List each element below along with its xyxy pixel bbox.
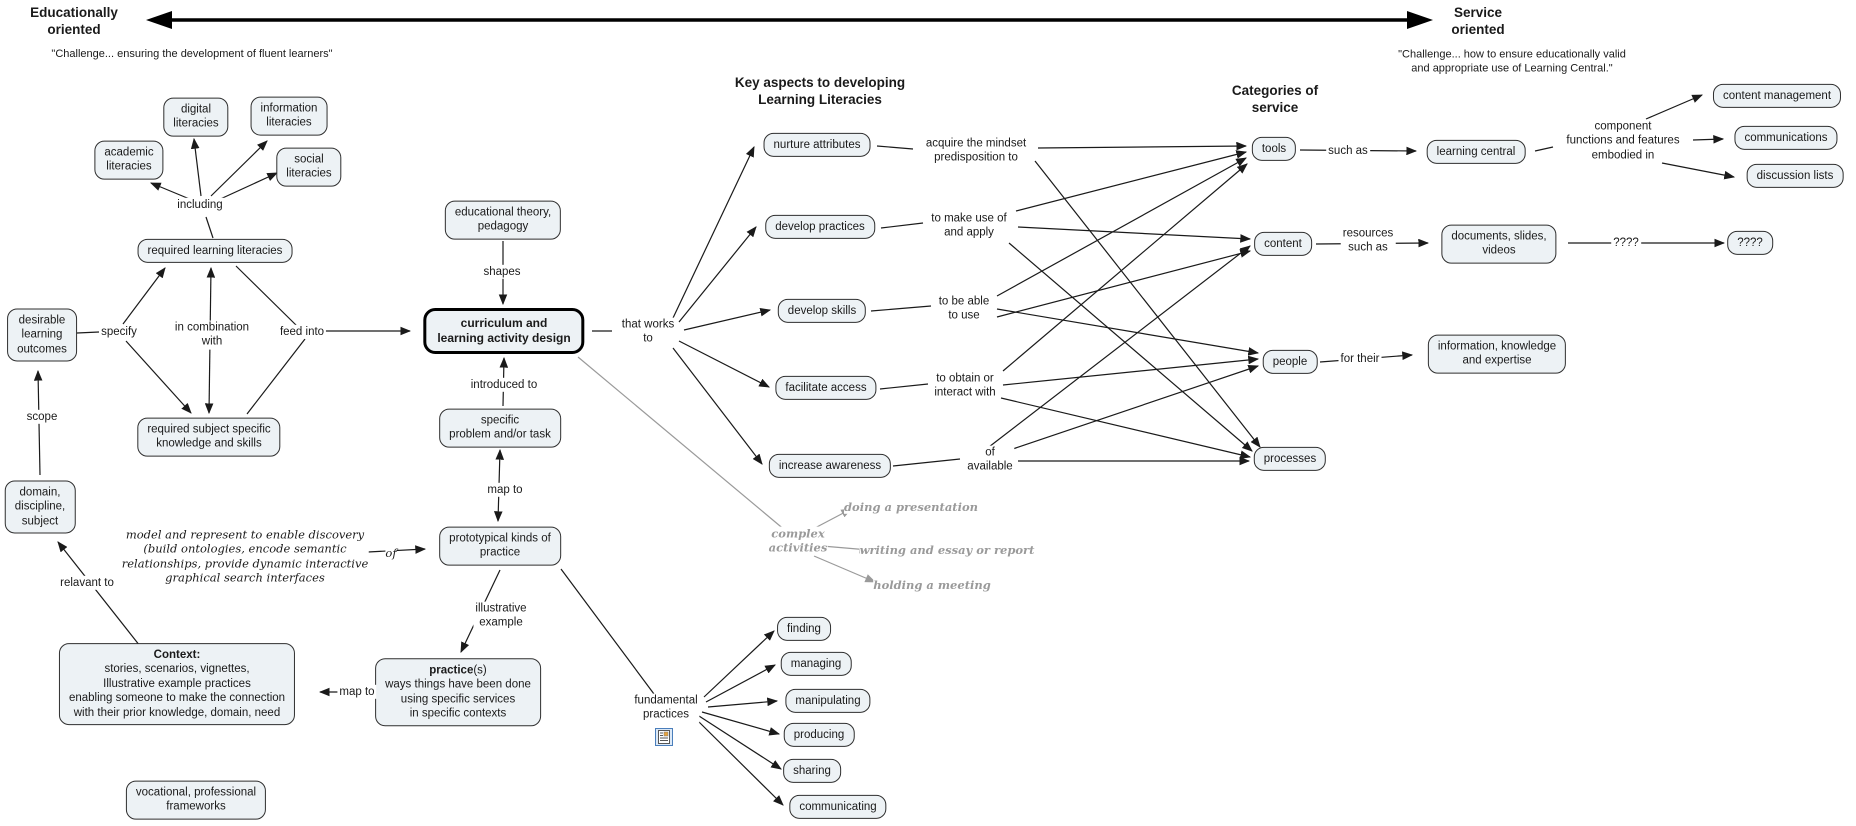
develop-practices[interactable] <box>765 215 875 239</box>
map-to-label-2-text: map to <box>339 685 375 698</box>
relevant-to-label-text: relavant to <box>60 576 114 589</box>
holding-meeting-label <box>873 578 991 592</box>
managing-text: managing <box>790 657 842 670</box>
shapes-label <box>481 265 522 279</box>
resources-such-as-label <box>1341 227 1396 256</box>
practice[interactable] <box>375 658 541 726</box>
scope-label <box>25 410 60 424</box>
documents-slides-videos[interactable] <box>1441 225 1556 264</box>
content-text: content <box>1264 237 1302 250</box>
domain-discipline-subject-text: domain, <box>19 486 61 499</box>
connector <box>985 246 1250 450</box>
desirable-learning-outcomes[interactable] <box>7 308 77 361</box>
fundamental-practices-label <box>632 694 699 723</box>
connector <box>1038 146 1246 148</box>
connector <box>877 146 913 149</box>
connector <box>77 332 99 333</box>
key-aspects-heading-text: Key aspects to developing <box>734 75 906 91</box>
connector <box>708 701 777 707</box>
educationally-oriented-heading <box>30 5 118 39</box>
communicating[interactable] <box>789 795 886 819</box>
academic-literacies[interactable] <box>94 141 163 180</box>
required-learning-literacies[interactable] <box>138 239 293 263</box>
illustrative-example-label-text: example <box>479 617 523 629</box>
desirable-learning-outcomes-text: desirable <box>18 314 66 327</box>
connector <box>561 569 654 694</box>
connector <box>704 631 774 697</box>
categories-heading-text: service <box>1251 100 1299 115</box>
shapes-label-text: shapes <box>483 265 521 278</box>
acquire-mindset-label-text: acquire the mindset <box>925 137 1027 150</box>
model-represent-note-text: graphical search interfaces <box>165 570 325 585</box>
right-quote-text: and appropriate use of Learning Central." <box>1411 62 1613 74</box>
complex-activities-label-text: activities <box>768 541 828 555</box>
producing-text: producing <box>793 728 845 741</box>
develop-skills[interactable] <box>778 299 866 323</box>
discussion-lists[interactable] <box>1747 164 1844 188</box>
desirable-learning-outcomes-text: learning <box>21 328 63 341</box>
nurture-attributes-text: nurture attributes <box>773 138 861 151</box>
communications-text: communications <box>1744 131 1828 144</box>
service-oriented-heading <box>1451 5 1504 39</box>
introduced-to-label-text: introduced to <box>470 378 538 391</box>
illustrative-example-label-text: illustrative <box>475 602 527 615</box>
manipulating[interactable] <box>785 689 870 713</box>
component-functions-label <box>1564 119 1681 162</box>
domain-discipline-subject-text: discipline, <box>14 500 66 513</box>
increase-awareness-text: increase awareness <box>778 459 882 472</box>
social-literacies[interactable] <box>276 148 341 187</box>
specific-problem[interactable] <box>439 409 561 448</box>
digital-literacies-text: literacies <box>173 118 219 130</box>
increase-awareness[interactable] <box>769 454 891 478</box>
connector <box>706 665 775 702</box>
map-to-label-1 <box>485 483 524 497</box>
complex-activities-label-text: complex <box>771 526 825 541</box>
content-management[interactable] <box>1713 84 1841 108</box>
be-able-label-text: to be able <box>938 295 990 308</box>
model-represent-note <box>122 527 369 585</box>
connector <box>1018 227 1250 239</box>
make-use-label-text: and apply <box>944 227 994 239</box>
in-combination-label <box>173 321 251 350</box>
for-their-label-text: for their <box>1340 352 1380 365</box>
relevant-to-label <box>58 576 116 590</box>
complex-activities-label <box>769 527 828 556</box>
model-represent-note-text: model and represent to enable discovery <box>125 527 365 542</box>
digital-literacies-text: digital <box>180 103 212 116</box>
map-to-label-1-text: map to <box>487 483 523 496</box>
tools-text: tools <box>1261 142 1287 155</box>
connector <box>1535 147 1553 151</box>
information-literacies-text: information <box>260 102 318 115</box>
educational-theory-text: pedagogy <box>477 221 529 233</box>
connector <box>1662 163 1734 177</box>
communicating-text: communicating <box>799 800 877 813</box>
in-combination-label-text: with <box>201 336 223 348</box>
resources-such-as-label-text: such as <box>1348 242 1388 254</box>
acquire-mindset-label-text: predisposition to <box>934 152 1018 164</box>
fundamental-practices-label-text: fundamental <box>634 694 698 707</box>
information-knowledge-text: information, knowledge <box>1437 340 1557 353</box>
educationally-oriented-heading-text: Educationally <box>30 5 118 21</box>
key-aspects-heading <box>735 75 905 109</box>
context-text: enabling someone to make the connection <box>68 692 286 705</box>
digital-literacies[interactable] <box>163 98 228 137</box>
nurture-attributes[interactable] <box>764 133 871 157</box>
doing-presentation-label-text: doing a presentation <box>844 499 978 514</box>
connector <box>1646 95 1702 119</box>
context-text: Context: <box>153 649 201 662</box>
vocational-frameworks[interactable] <box>126 781 266 820</box>
context-text: with their prior knowledge, domain, need <box>73 706 281 719</box>
connector <box>1003 359 1258 385</box>
educationally-oriented-heading-text: oriented <box>47 22 101 37</box>
connector <box>194 139 201 196</box>
domain-discipline-subject[interactable] <box>5 480 76 533</box>
information-literacies-text: literacies <box>266 117 312 129</box>
connector <box>699 716 781 769</box>
develop-practices-text: develop practices <box>775 220 865 233</box>
required-subject-knowledge-text: required subject specific <box>147 423 271 436</box>
connector <box>1009 243 1252 451</box>
obtain-interact-label <box>932 372 997 401</box>
social-literacies-text: literacies <box>286 168 332 180</box>
communications[interactable] <box>1734 126 1837 150</box>
specific-problem-text: specific <box>480 414 520 427</box>
processes-text: processes <box>1263 452 1317 465</box>
context-text: stories, scenarios, vignettes, <box>104 663 250 676</box>
categories-heading-text: Categories of <box>1231 83 1319 99</box>
connector <box>126 341 191 413</box>
processes[interactable] <box>1254 447 1326 471</box>
connector <box>1693 139 1723 140</box>
map-to-label-2 <box>337 685 376 699</box>
feed-into-label <box>278 325 326 339</box>
people-text: people <box>1272 355 1308 368</box>
connector <box>871 306 931 311</box>
including-label <box>175 198 224 212</box>
categories-heading <box>1232 83 1318 117</box>
connector <box>1001 398 1250 457</box>
connector <box>893 459 960 466</box>
connector <box>247 339 305 414</box>
required-subject-knowledge[interactable] <box>137 418 280 457</box>
educational-theory-text: educational theory, <box>454 206 552 219</box>
practice-text: in specific contexts <box>409 707 507 720</box>
connector <box>123 268 165 324</box>
component-functions-label-text: functions and features <box>1566 134 1680 147</box>
be-able-label <box>937 295 992 324</box>
prototypical-practice-text: practice <box>479 547 521 559</box>
educational-theory[interactable] <box>445 201 561 240</box>
right-quote <box>1398 48 1626 76</box>
model-represent-note-text: (build ontologies, encode semantic <box>143 541 347 556</box>
unknown-service-text: ???? <box>1737 236 1763 249</box>
required-learning-literacies-text: required learning literacies <box>147 244 283 257</box>
content-management-text: content management <box>1722 89 1832 102</box>
connector <box>679 227 756 322</box>
academic-literacies-text: literacies <box>106 161 152 173</box>
of-available-label-text: of <box>985 446 995 459</box>
resource-icon[interactable] <box>655 728 673 746</box>
component-functions-label-text: component <box>1594 120 1652 133</box>
acquire-mindset-label <box>924 137 1028 166</box>
obtain-interact-label-text: interact with <box>934 387 996 399</box>
axis-arrow-head <box>146 11 172 29</box>
that-works-to-label <box>620 318 676 347</box>
writing-essay-label-text: writing and essay or report <box>859 542 1035 557</box>
unknown-link-label-text: ???? <box>1613 236 1639 249</box>
key-aspects-heading-text: Learning Literacies <box>758 92 882 107</box>
curriculum-design-text: learning activity design <box>437 331 571 345</box>
information-knowledge-text: and expertise <box>1462 355 1532 367</box>
desirable-learning-outcomes-text: outcomes <box>17 343 67 356</box>
connector <box>880 384 928 389</box>
information-literacies[interactable] <box>251 97 328 136</box>
writing-essay-label <box>860 543 1035 557</box>
specific-problem-text: problem and/or task <box>449 429 551 441</box>
connector <box>673 147 754 318</box>
for-their-label <box>1339 352 1382 366</box>
connector <box>1003 164 1247 371</box>
connector <box>881 223 923 228</box>
of-label <box>385 546 396 560</box>
that-works-to-label-text: that works <box>621 318 675 331</box>
obtain-interact-label-text: to obtain or <box>936 372 994 385</box>
including-label-text: including <box>177 198 223 211</box>
information-knowledge[interactable] <box>1428 335 1566 374</box>
that-works-to-label-text: to <box>643 333 653 345</box>
make-use-label-text: to make use of <box>931 212 1007 225</box>
documents-slides-videos-text: documents, slides, <box>1451 230 1547 243</box>
connector <box>684 310 770 330</box>
such-as-label-text: such as <box>1328 144 1368 157</box>
feed-into-label-text: feed into <box>279 325 325 338</box>
documents-slides-videos-text: videos <box>1482 245 1516 257</box>
content[interactable] <box>1254 232 1312 256</box>
scope-label-text: scope <box>26 410 58 423</box>
doing-presentation-label <box>844 500 978 514</box>
prototypical-practice[interactable] <box>439 527 561 566</box>
right-quote-text: "Challenge... how to ensure educationally valid <box>1398 48 1626 61</box>
practice-text: ways things have been done <box>385 678 531 691</box>
connector <box>997 309 1258 353</box>
left-quote-text: "Challenge... ensuring the development of fluent learners" <box>51 48 333 61</box>
develop-skills-text: develop skills <box>787 304 857 317</box>
fundamental-practices-label-text: practices <box>642 709 690 721</box>
facilitate-access[interactable] <box>775 376 876 400</box>
finding[interactable] <box>777 617 831 641</box>
social-literacies-text: social <box>294 153 324 166</box>
prototypical-practice-text: prototypical kinds of <box>449 532 551 545</box>
connector <box>236 266 298 327</box>
domain-discipline-subject-text: subject <box>21 515 59 528</box>
specify-label-text: specify <box>101 325 137 338</box>
such-as-label <box>1326 144 1370 158</box>
learning-central[interactable] <box>1427 140 1526 164</box>
context[interactable] <box>59 643 295 725</box>
resources-such-as-label-text: resources <box>1342 227 1394 240</box>
attached-resource-icon <box>655 728 673 746</box>
unknown-service[interactable] <box>1727 231 1773 255</box>
context-text: Illustrative example practices <box>103 677 251 690</box>
facilitate-access-text: facilitate access <box>785 381 867 394</box>
tools[interactable] <box>1252 137 1296 161</box>
people[interactable] <box>1263 350 1318 374</box>
manipulating-text: manipulating <box>795 694 861 707</box>
discussion-lists-text: discussion lists <box>1756 169 1834 182</box>
sharing-text: sharing <box>793 764 831 777</box>
curriculum-design-text: curriculum and <box>460 316 548 330</box>
left-quote <box>51 48 332 62</box>
holding-meeting-label-text: holding a meeting <box>873 577 991 592</box>
vocational-frameworks-text: frameworks <box>166 801 226 813</box>
connector <box>679 341 769 387</box>
connector <box>702 712 779 734</box>
connector <box>814 556 875 582</box>
finding-text: finding <box>787 622 821 635</box>
connector <box>673 348 762 464</box>
be-able-label-text: to use <box>948 310 980 322</box>
component-functions-label-text: embodied in <box>1591 149 1655 162</box>
unknown-link-label <box>1611 236 1641 250</box>
service-oriented-heading-text: oriented <box>1451 22 1505 37</box>
of-available-label-text: available <box>967 461 1013 473</box>
practice-text: using specific services <box>400 693 516 705</box>
connector <box>997 251 1250 317</box>
of-label-text: of <box>385 545 397 560</box>
connector <box>1035 161 1260 447</box>
producing[interactable] <box>784 723 855 747</box>
illustrative-example-label <box>473 602 528 631</box>
required-subject-knowledge-text: knowledge and skills <box>156 438 262 450</box>
connector <box>578 357 786 531</box>
of-available-label <box>965 446 1014 475</box>
specify-label <box>99 325 139 339</box>
connector <box>211 141 267 196</box>
axis-arrow-head <box>1407 11 1433 29</box>
connector <box>216 173 277 201</box>
connector <box>995 366 1258 455</box>
practice-text: practice(s) <box>429 664 487 677</box>
connector <box>997 158 1246 296</box>
curriculum-design[interactable] <box>423 308 584 354</box>
managing[interactable] <box>781 652 852 676</box>
model-represent-note-text: relationships, provide dynamic interactive <box>121 556 369 570</box>
service-oriented-heading-text: Service <box>1453 5 1503 21</box>
connector <box>206 217 213 238</box>
sharing[interactable] <box>783 759 841 783</box>
academic-literacies-text: academic <box>104 146 154 159</box>
make-use-label <box>929 212 1008 241</box>
vocational-frameworks-text: vocational, professional <box>135 786 257 799</box>
in-combination-label-text: in combination <box>174 321 250 334</box>
learning-central-text: learning central <box>1436 145 1516 158</box>
introduced-to-label <box>469 378 540 392</box>
